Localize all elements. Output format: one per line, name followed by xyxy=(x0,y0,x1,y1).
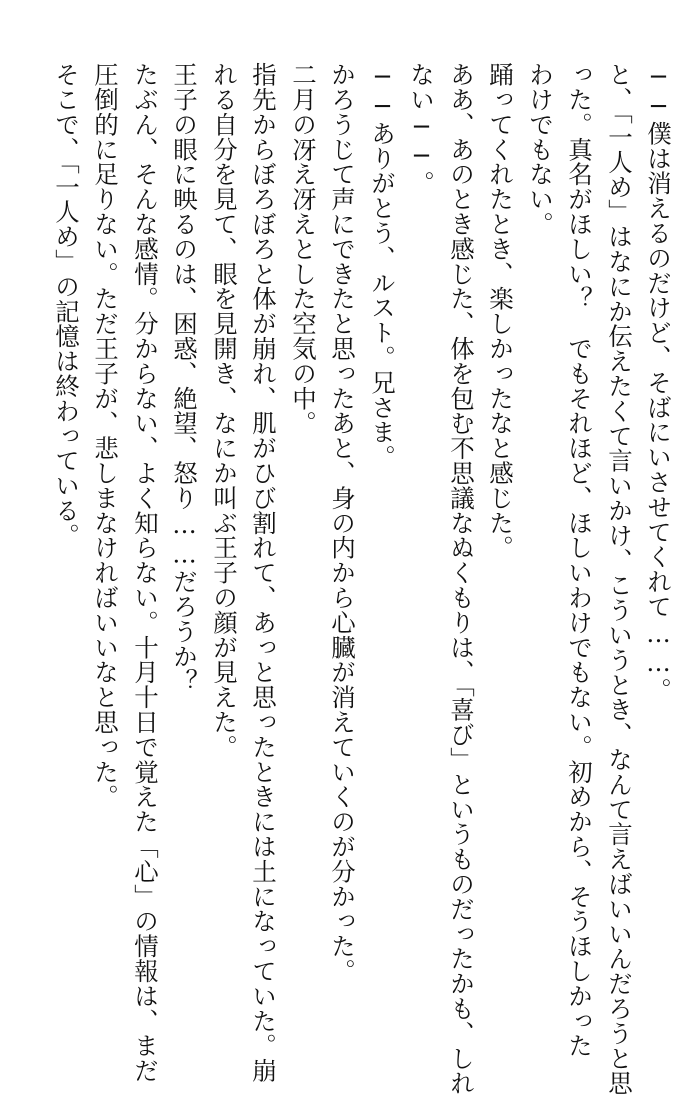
text-line-13: 王子の眼に映るのは、困惑、絶望、怒り……だろうか？ xyxy=(170,62,199,694)
text-line-5: 踊ってくれたとき、楽しかったなと感じた。 xyxy=(486,62,515,560)
text-line-2: と、「一人め」はなにか伝えたくて言いかけ、こういうとき、なんて言えばいいんだろうと思 xyxy=(605,62,634,1096)
text-line-4: わけでもない。 xyxy=(526,62,555,237)
text-line-12: れる自分を見て、眼を見開き、なにか叫ぶ王子の顔が見えた。 xyxy=(210,62,239,760)
text-line-1: ──僕は消えるのだけど、そばにいさせてくれて……。 xyxy=(644,62,673,703)
text-line-6: ああ、あのとき感じた、体を包む不思議なぬくもりは、「喜び」というものだったかも、しれ xyxy=(447,62,476,1096)
text-line-7: ない──。 xyxy=(407,62,436,196)
text-line-8: ──ありがとう、ルスト。兄さま。 xyxy=(368,62,397,470)
text-line-9: かろうじて声にできたと思ったあと、身の内から心臓が消えていくのが分かった。 xyxy=(328,62,357,984)
text-line-10: 二月の冴え冴えとした空気の中。 xyxy=(289,62,318,436)
text-line-11: 指先からぼろぼろと体が崩れ、肌がひび割れて、あっと思ったときには土になっていた。崩 xyxy=(249,62,278,1083)
text-line-15: 圧倒的に足りない。ただ王子が、悲しまなければいいなと思った。 xyxy=(91,62,120,809)
text-line-3: った。真名がほしい？ でもそれほど、ほしいわけでもない。初めから、そうほしかった xyxy=(565,62,594,1058)
text-line-16: そこで、「一人め」の記憶は終わっている。 xyxy=(52,62,81,548)
text-line-14: たぶん、そんな感情。分からない、よく知らない。十月十日で覚えた「心」の情報は、まだ xyxy=(131,62,160,1083)
